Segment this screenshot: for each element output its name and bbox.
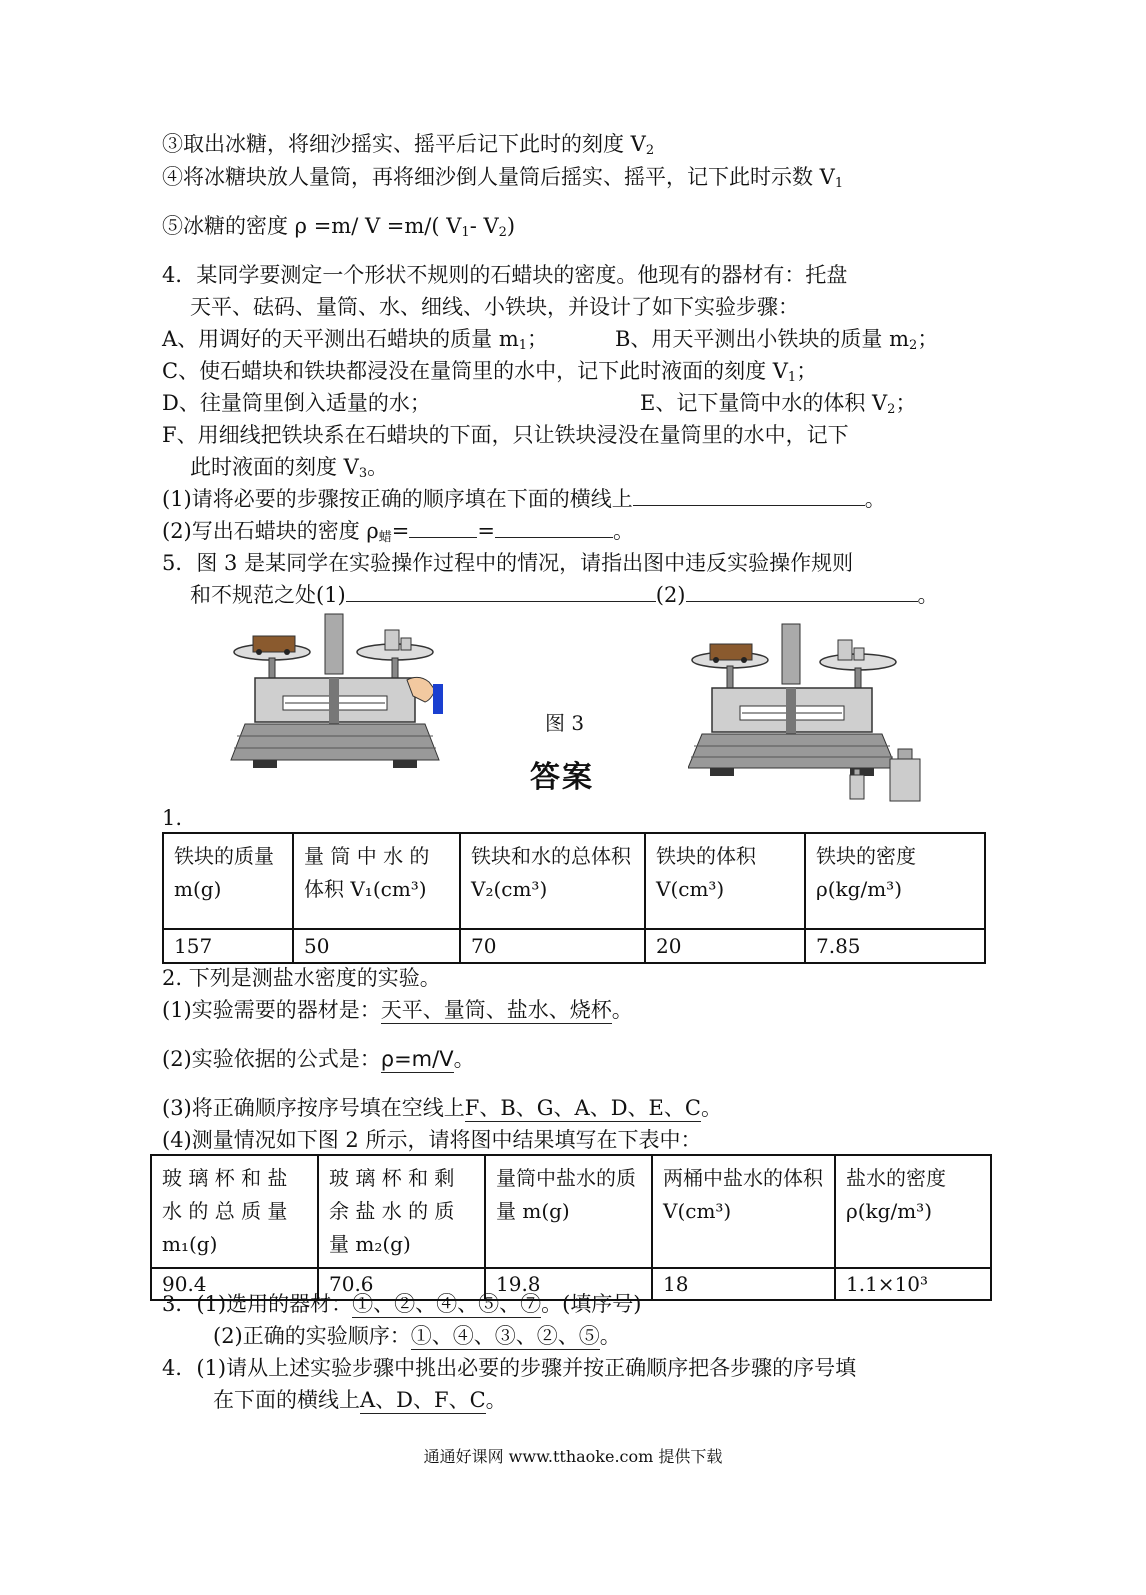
table-header-cell: 量 筒 中 水 的体积 V₁(cm³) (293, 833, 460, 929)
table-header-cell: 盐水的密度ρ(kg/m³) (835, 1155, 991, 1268)
q4-step-e: E、记下量筒中水的体积 $V_2$； (640, 391, 917, 417)
q4-step-b: B、用天平测出小铁块的质量 $m_2$； (615, 327, 939, 353)
table-header-row (151, 1155, 991, 1268)
q4-step-f-line2: 此时液面的刻度 $V_3$。 (190, 455, 389, 481)
answer-4-line2: 在下面的横线上A、D、F、C。 (213, 1388, 507, 1412)
table-cell: 157 (163, 929, 293, 963)
answer-2-title: 2. 下列是测盐水密度的实验。 (162, 966, 441, 990)
figure-caption: 图 3 (545, 711, 585, 735)
table-cell: 1.1×10³ (835, 1268, 991, 1300)
step-5-text: ⑤冰糖的密度 ρ =m/ V =m/( $V_1-$ $V_2$) (162, 214, 516, 240)
table-header-cell: 玻 璃 杯 和 剩余 盐 水 的 质量 m₂(g) (318, 1155, 485, 1268)
table-cell: 18 (652, 1268, 835, 1300)
q4-intro-line1: 4．某同学要测定一个形状不规则的石蜡块的密度。他现有的器材有：托盘 (162, 263, 848, 287)
answer-4-line1: 4．(1)请从上述实验步骤中挑出必要的步骤并按正确顺序把各步骤的序号填 (162, 1356, 857, 1380)
table-cell: 50 (293, 929, 460, 963)
answer-2-q4: (4)测量情况如下图 2 所示，请将图中结果填写在下表中： (162, 1128, 702, 1152)
step-3-text: ③取出冰糖，将细沙摇实、摇平后记下此时的刻度 $V_2$ (162, 132, 655, 158)
q4-step-c: C、使石蜡块和铁块都浸没在量筒里的水中，记下此时液面的刻度 $V_1$； (162, 359, 818, 385)
q4-step-d: D、往量筒里倒入适量的水； (162, 391, 431, 415)
table-cell: 70 (460, 929, 645, 963)
answer-3-q1: 3．(1)选用的器材：①、②、④、⑤、⑦。(填序号) (162, 1292, 642, 1316)
q5-line1: 5．图 3 是某同学在实验操作过程中的情况，请指出图中违反实验操作规则 (162, 551, 854, 575)
q4-sub2: (2)写出石蜡块的密度 $\rho_蜡=$ = 。 (162, 519, 635, 545)
answer-2-q2: (2)实验依据的公式是：ρ=m/V。 (162, 1047, 475, 1071)
answer-1-label: 1. (162, 806, 183, 830)
table-cell: 7.85 (805, 929, 985, 963)
table-header-cell: 两桶中盐水的体积 V(cm³) (652, 1155, 835, 1268)
saltwater-density-table (150, 1154, 992, 1301)
answer-heading: 答案 (530, 760, 594, 795)
hand-icon (405, 672, 447, 716)
table-cell: 90.4 (151, 1268, 318, 1300)
page-footer: 通通好课网 www.tthaoke.com 提供下载 (423, 1447, 723, 1466)
q4-sub1: (1)请将必要的步骤按正确的顺序填在下面的横线上 。 (162, 487, 886, 511)
answer-3-q2: (2)正确的实验顺序：①、④、③、②、⑤。 (213, 1324, 621, 1348)
table-header-cell: 玻 璃 杯 和 盐水 的 总 质 量m₁(g) (151, 1155, 318, 1268)
step-4-text: ④将冰糖块放人量筒，再将细沙倒人量筒后摇实、摇平，记下此时示数 $V_1$ (162, 165, 844, 191)
q4-step-f-line1: F、用细线把铁块系在石蜡块的下面，只让铁块浸没在量筒里的水中，记下 (162, 423, 849, 447)
table-header-cell: 量筒中盐水的质量 m(g) (485, 1155, 652, 1268)
table-header-row (163, 833, 985, 929)
table-cell: 20 (645, 929, 805, 963)
answer-2-q3: (3)将正确顺序按序号填在空线上F、B、G、A、D、E、C。 (162, 1096, 722, 1120)
table-cell: 70.6 (318, 1268, 485, 1300)
weights-icon (846, 745, 926, 803)
iron-density-table (162, 832, 986, 964)
table-header-cell: 铁块的体积V(cm³) (645, 833, 805, 929)
table-header-cell: 铁块和水的总体积 V₂(cm³) (460, 833, 645, 929)
q5-line2: 和不规范之处(1) (2) 。 (190, 583, 939, 607)
table-header-cell: 铁块的质量 m(g) (163, 833, 293, 929)
answer-2-q1: (1)实验需要的器材是：天平、量筒、盐水、烧杯。 (162, 998, 633, 1022)
table-cell: 19.8 (485, 1268, 652, 1300)
q4-intro-line2: 天平、砝码、量筒、水、细线、小铁块，并设计了如下实验步骤： (190, 295, 799, 319)
table-header-cell: 铁块的密度ρ(kg/m³) (805, 833, 985, 929)
table-row (163, 929, 985, 963)
q4-step-a: A、用调好的天平测出石蜡块的质量 $m_1$； (162, 327, 549, 353)
